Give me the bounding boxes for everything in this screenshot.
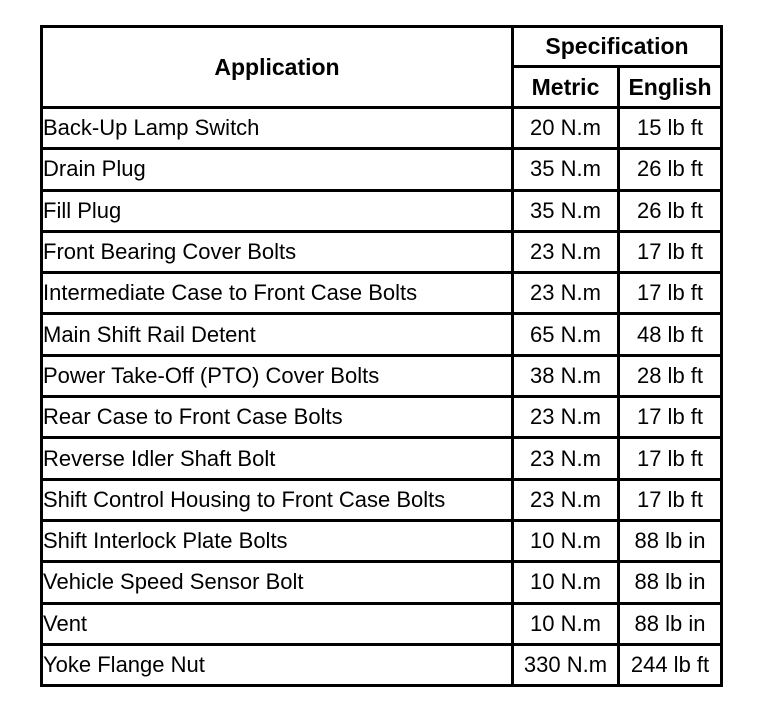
metric-cell: 330 N.m xyxy=(513,644,619,685)
metric-cell: 20 N.m xyxy=(513,108,619,149)
application-cell: Vent xyxy=(42,603,513,644)
metric-cell: 23 N.m xyxy=(513,273,619,314)
table-row xyxy=(42,355,722,396)
specification-header: Specification xyxy=(513,27,722,67)
application-cell: Main Shift Rail Detent xyxy=(42,314,513,355)
english-cell: 17 lb ft xyxy=(619,231,722,272)
english-cell: 17 lb ft xyxy=(619,397,722,438)
table-row xyxy=(42,397,722,438)
metric-cell: 10 N.m xyxy=(513,603,619,644)
application-cell: Reverse Idler Shaft Bolt xyxy=(42,438,513,479)
application-cell: Fill Plug xyxy=(42,190,513,231)
table-row xyxy=(42,108,722,149)
torque-spec-table xyxy=(40,25,723,687)
table-row xyxy=(42,562,722,603)
metric-cell: 10 N.m xyxy=(513,562,619,603)
application-cell: Vehicle Speed Sensor Bolt xyxy=(42,562,513,603)
table-header xyxy=(42,27,722,108)
metric-cell: 10 N.m xyxy=(513,520,619,561)
english-cell: 28 lb ft xyxy=(619,355,722,396)
metric-cell: 35 N.m xyxy=(513,190,619,231)
english-cell: 88 lb in xyxy=(619,603,722,644)
application-cell: Front Bearing Cover Bolts xyxy=(42,231,513,272)
metric-cell: 35 N.m xyxy=(513,149,619,190)
table-row xyxy=(42,231,722,272)
application-cell: Shift Control Housing to Front Case Bolts xyxy=(42,479,513,520)
english-cell: 48 lb ft xyxy=(619,314,722,355)
application-cell: Drain Plug xyxy=(42,149,513,190)
application-header: Application xyxy=(42,27,513,108)
metric-cell: 65 N.m xyxy=(513,314,619,355)
metric-cell: 23 N.m xyxy=(513,231,619,272)
table-row xyxy=(42,603,722,644)
metric-cell: 23 N.m xyxy=(513,479,619,520)
table-row xyxy=(42,644,722,685)
application-cell: Rear Case to Front Case Bolts xyxy=(42,397,513,438)
table-row xyxy=(42,190,722,231)
english-cell: 26 lb ft xyxy=(619,149,722,190)
english-cell: 88 lb in xyxy=(619,562,722,603)
english-cell: 26 lb ft xyxy=(619,190,722,231)
table-row xyxy=(42,273,722,314)
english-cell: 17 lb ft xyxy=(619,479,722,520)
english-cell: 15 lb ft xyxy=(619,108,722,149)
table-row xyxy=(42,479,722,520)
application-cell: Intermediate Case to Front Case Bolts xyxy=(42,273,513,314)
english-cell: 244 lb ft xyxy=(619,644,722,685)
application-cell: Shift Interlock Plate Bolts xyxy=(42,520,513,561)
english-header: English xyxy=(619,67,722,108)
table-row xyxy=(42,149,722,190)
application-cell: Yoke Flange Nut xyxy=(42,644,513,685)
metric-cell: 38 N.m xyxy=(513,355,619,396)
table-row xyxy=(42,314,722,355)
metric-header: Metric xyxy=(513,67,619,108)
english-cell: 17 lb ft xyxy=(619,438,722,479)
header-row-top xyxy=(42,27,722,67)
application-cell: Power Take-Off (PTO) Cover Bolts xyxy=(42,355,513,396)
metric-cell: 23 N.m xyxy=(513,397,619,438)
english-cell: 88 lb in xyxy=(619,520,722,561)
table-body xyxy=(42,108,722,686)
table-row xyxy=(42,438,722,479)
metric-cell: 23 N.m xyxy=(513,438,619,479)
english-cell: 17 lb ft xyxy=(619,273,722,314)
table-row xyxy=(42,520,722,561)
application-cell: Back-Up Lamp Switch xyxy=(42,108,513,149)
